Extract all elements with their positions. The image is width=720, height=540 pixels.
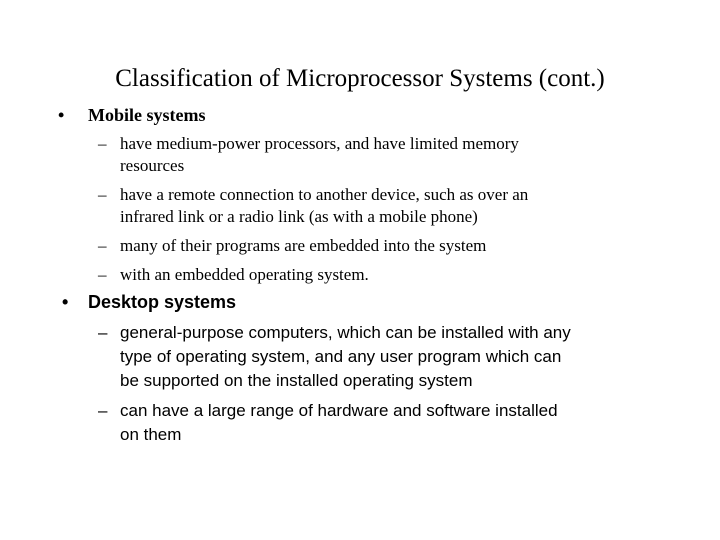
- section-heading: Desktop systems: [88, 292, 237, 312]
- dash-icon: –: [98, 401, 108, 420]
- list-item-line: general-purpose computers, which can be installed with any: [120, 323, 571, 342]
- dash-icon: –: [98, 265, 107, 284]
- section-heading: Mobile systems: [88, 105, 206, 125]
- list-item-line: many of their programs are embedded into the system: [120, 236, 487, 255]
- dash-icon: –: [98, 185, 107, 204]
- list-item-line: have medium-power processors, and have limited memory: [120, 134, 519, 153]
- list-item-line: on them: [120, 425, 182, 444]
- list-item-line: with an embedded operating system.: [120, 265, 369, 284]
- list-item-line: have a remote connection to another device, such as over an: [120, 185, 529, 204]
- dash-icon: –: [98, 323, 108, 342]
- bullet-icon: •: [58, 105, 65, 125]
- list-item-line: resources: [120, 156, 185, 175]
- list-item-line: can have a large range of hardware and software installed: [120, 401, 558, 420]
- list-item-line: be supported on the installed operating system: [120, 371, 473, 390]
- dash-icon: –: [98, 134, 107, 153]
- dash-icon: –: [98, 236, 107, 255]
- list-item-line: infrared link or a radio link (as with a mobile phone): [120, 207, 478, 226]
- slide-title: Classification of Microprocessor Systems (cont.): [115, 65, 605, 92]
- list-item-line: type of operating system, and any user program which can: [120, 347, 562, 366]
- bullet-icon: •: [62, 292, 69, 312]
